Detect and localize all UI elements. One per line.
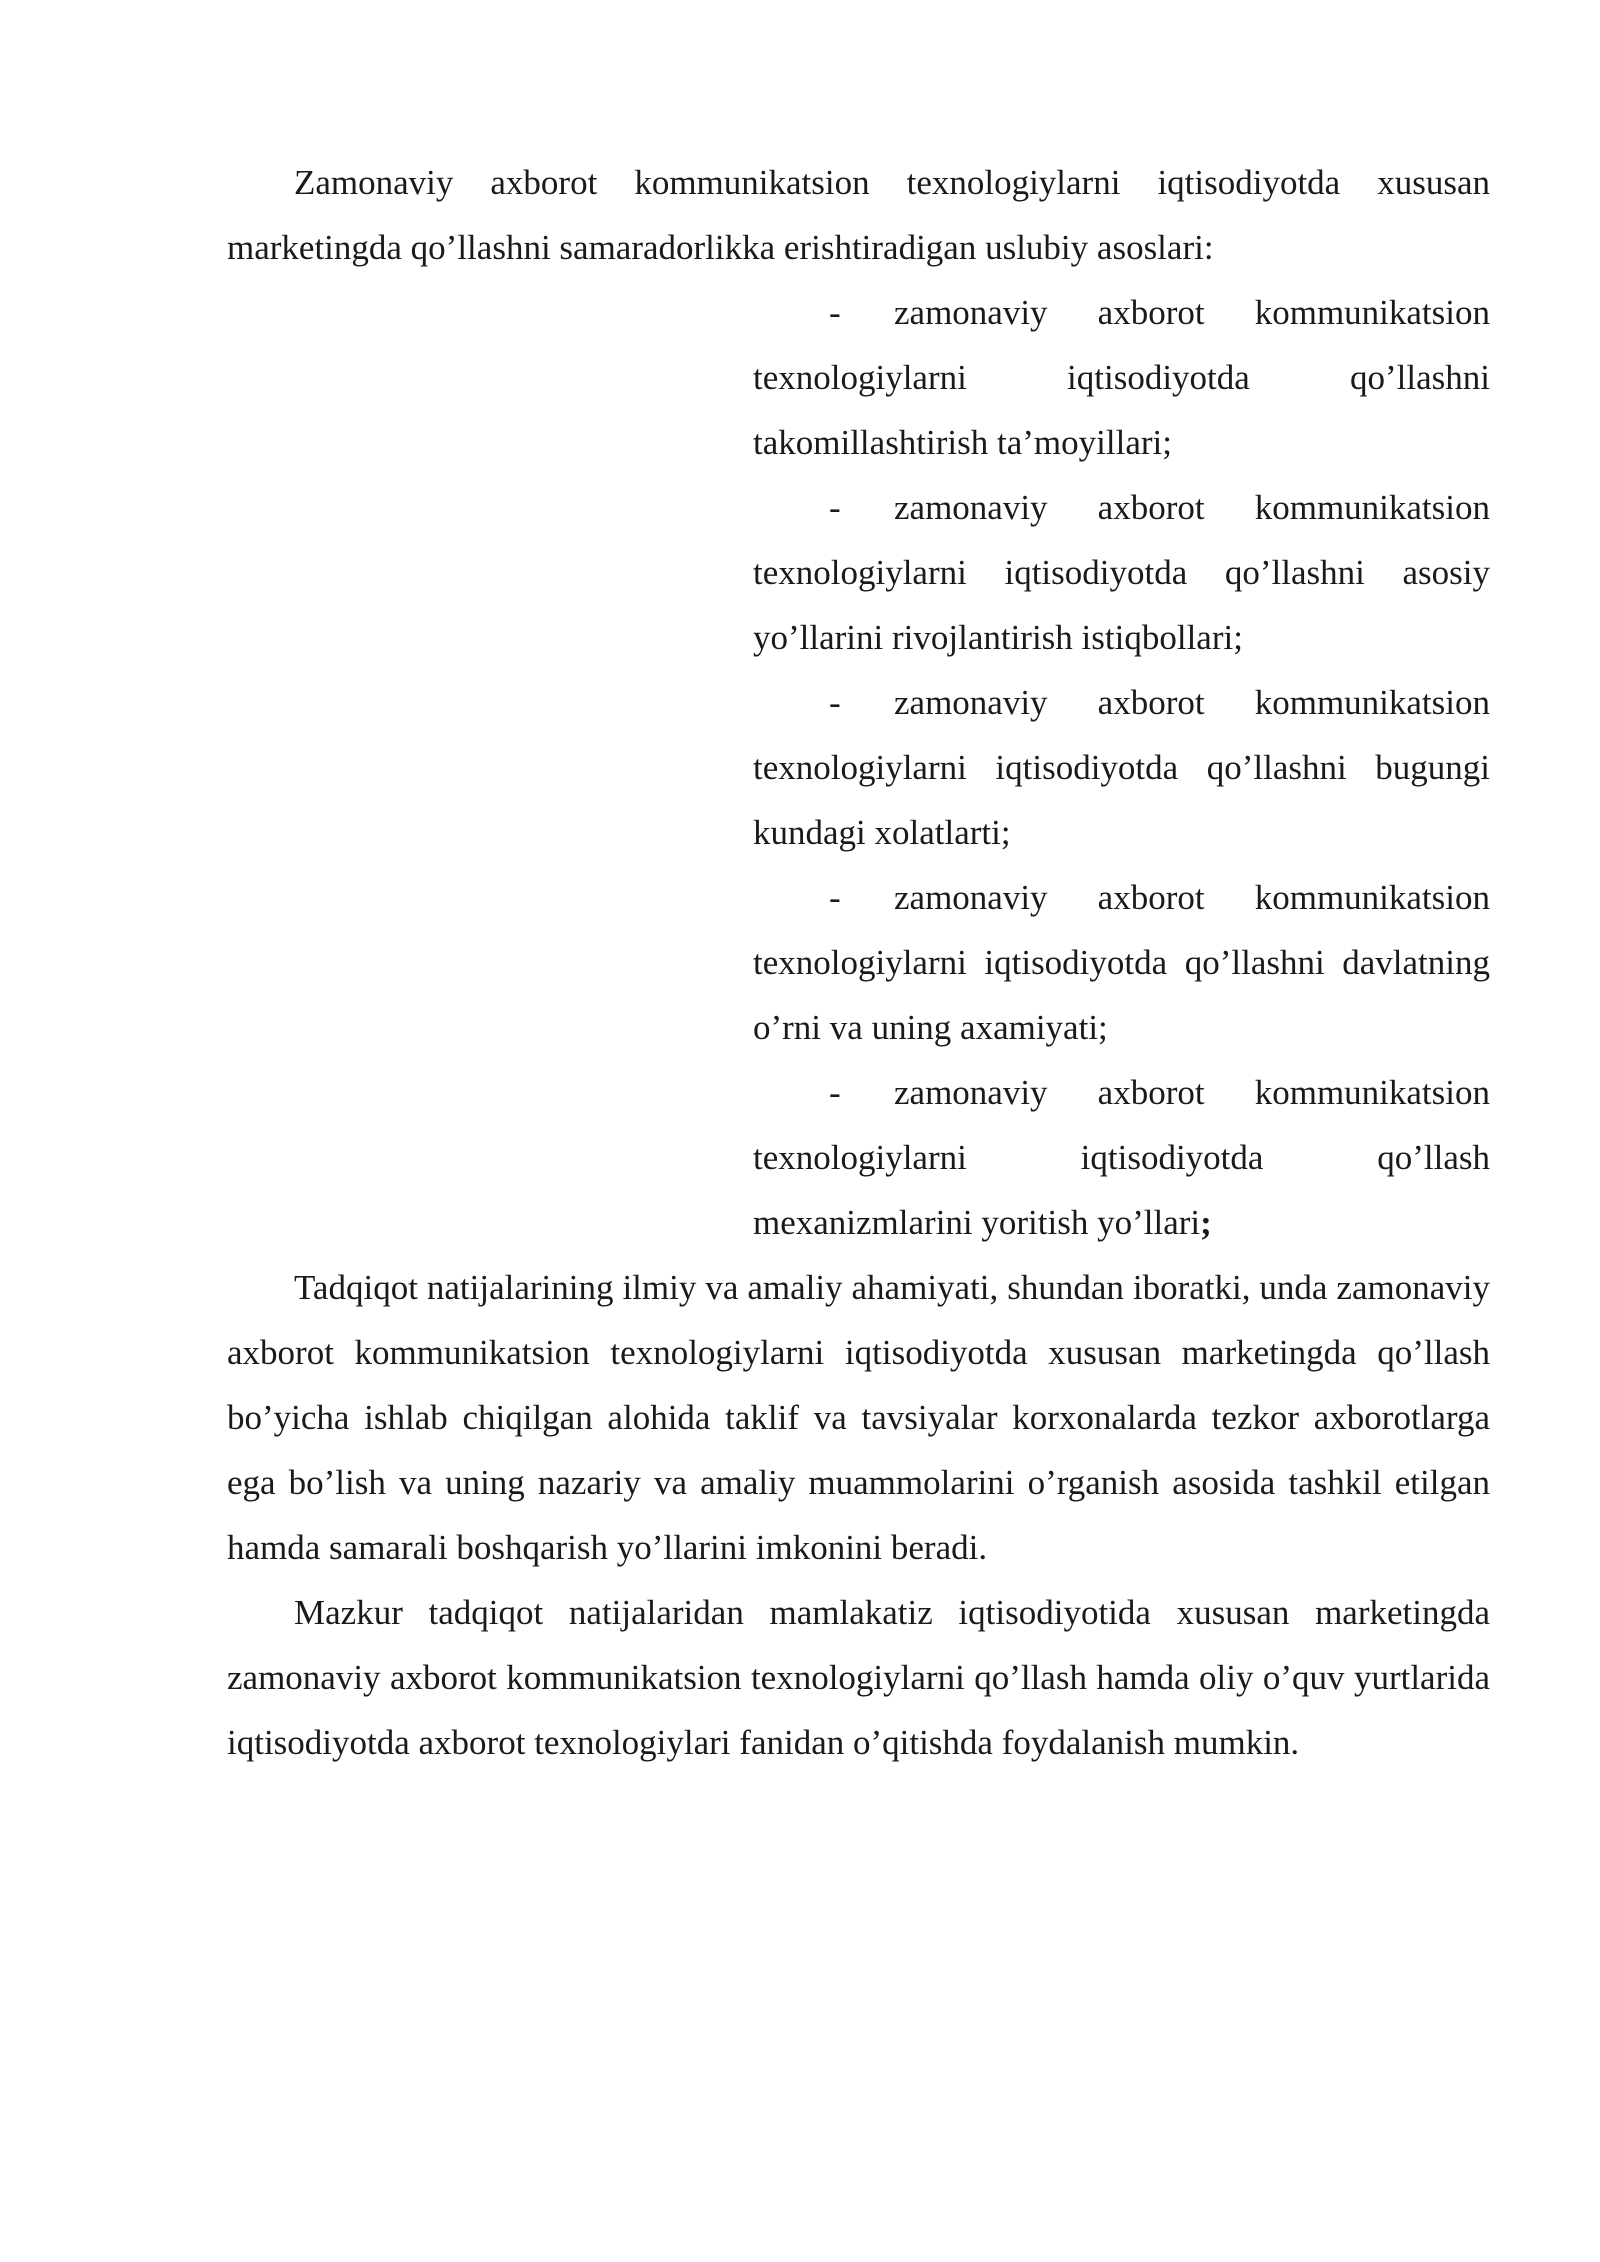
list-dash: - [829,878,841,917]
intro-paragraph: Zamonaviy axborot kommunikatsion texnologiylarni iqtisodiyotda xususan marketingda qo’llashni samaradorlikka erishtiradigan uslubiy asoslari: [227,163,1490,267]
list-terminator: ; [1200,1203,1212,1242]
conclusion-section [227,1255,1490,1775]
list-item [753,280,1490,475]
list-item-text: zamonaviy axborot kommunikatsion texnologiylarni iqtisodiyotda qo’llashni bugungi kundagi xolatlarti; [753,683,1490,852]
list-dash: - [829,293,841,332]
list-item [753,1060,1490,1255]
list-item-text: zamonaviy axborot kommunikatsion texnologiylarni iqtisodiyotda qo’llashni davlatning o’rni va uning axamiyati; [753,878,1490,1047]
list-dash: - [829,683,841,722]
methodology-list [753,280,1490,1255]
significance-paragraph: Tadqiqot natijalarining ilmiy va amaliy ahamiyati, shundan iboratki, unda zamonaviy axborot kommunikatsion texnologiylarni iqtisodiyotda xususan marketingda qo’llash bo’yicha ishlab chiqilgan alohida taklif va tavsiyalar korxonalarda tezkor axborotlarga ega bo’lish va uning nazariy va amaliy muammolarini o’rganish asosida tashkil etilgan hamda samarali boshqarish yo’llarini imkonini beradi. [227,1268,1490,1567]
application-paragraph: Mazkur tadqiqot natijalaridan mamlakatiz iqtisodiyotida xususan marketingda zamonaviy axborot kommunikatsion texnologiylarni qo’llash hamda oliy o’quv yurtlarida iqtisodiyotda axborot texnologiylari fanidan o’qitishda foydalanish mumkin. [227,1593,1490,1762]
list-item-text: zamonaviy axborot kommunikatsion texnologiylarni iqtisodiyotda qo’llashni takomillashtirish ta’moyillari; [753,293,1490,462]
list-item [753,475,1490,670]
list-dash: - [829,488,841,527]
list-item-text: zamonaviy axborot kommunikatsion texnologiylarni iqtisodiyotda qo’llashni asosiy yo’llarini rivojlantirish istiqbollari; [753,488,1490,657]
list-item [753,670,1490,865]
list-item [753,865,1490,1060]
list-item-text: zamonaviy axborot kommunikatsion texnologiylarni iqtisodiyotda qo’llash mexanizmlarini yoritish yo’llari [753,1073,1490,1242]
list-dash: - [829,1073,841,1112]
